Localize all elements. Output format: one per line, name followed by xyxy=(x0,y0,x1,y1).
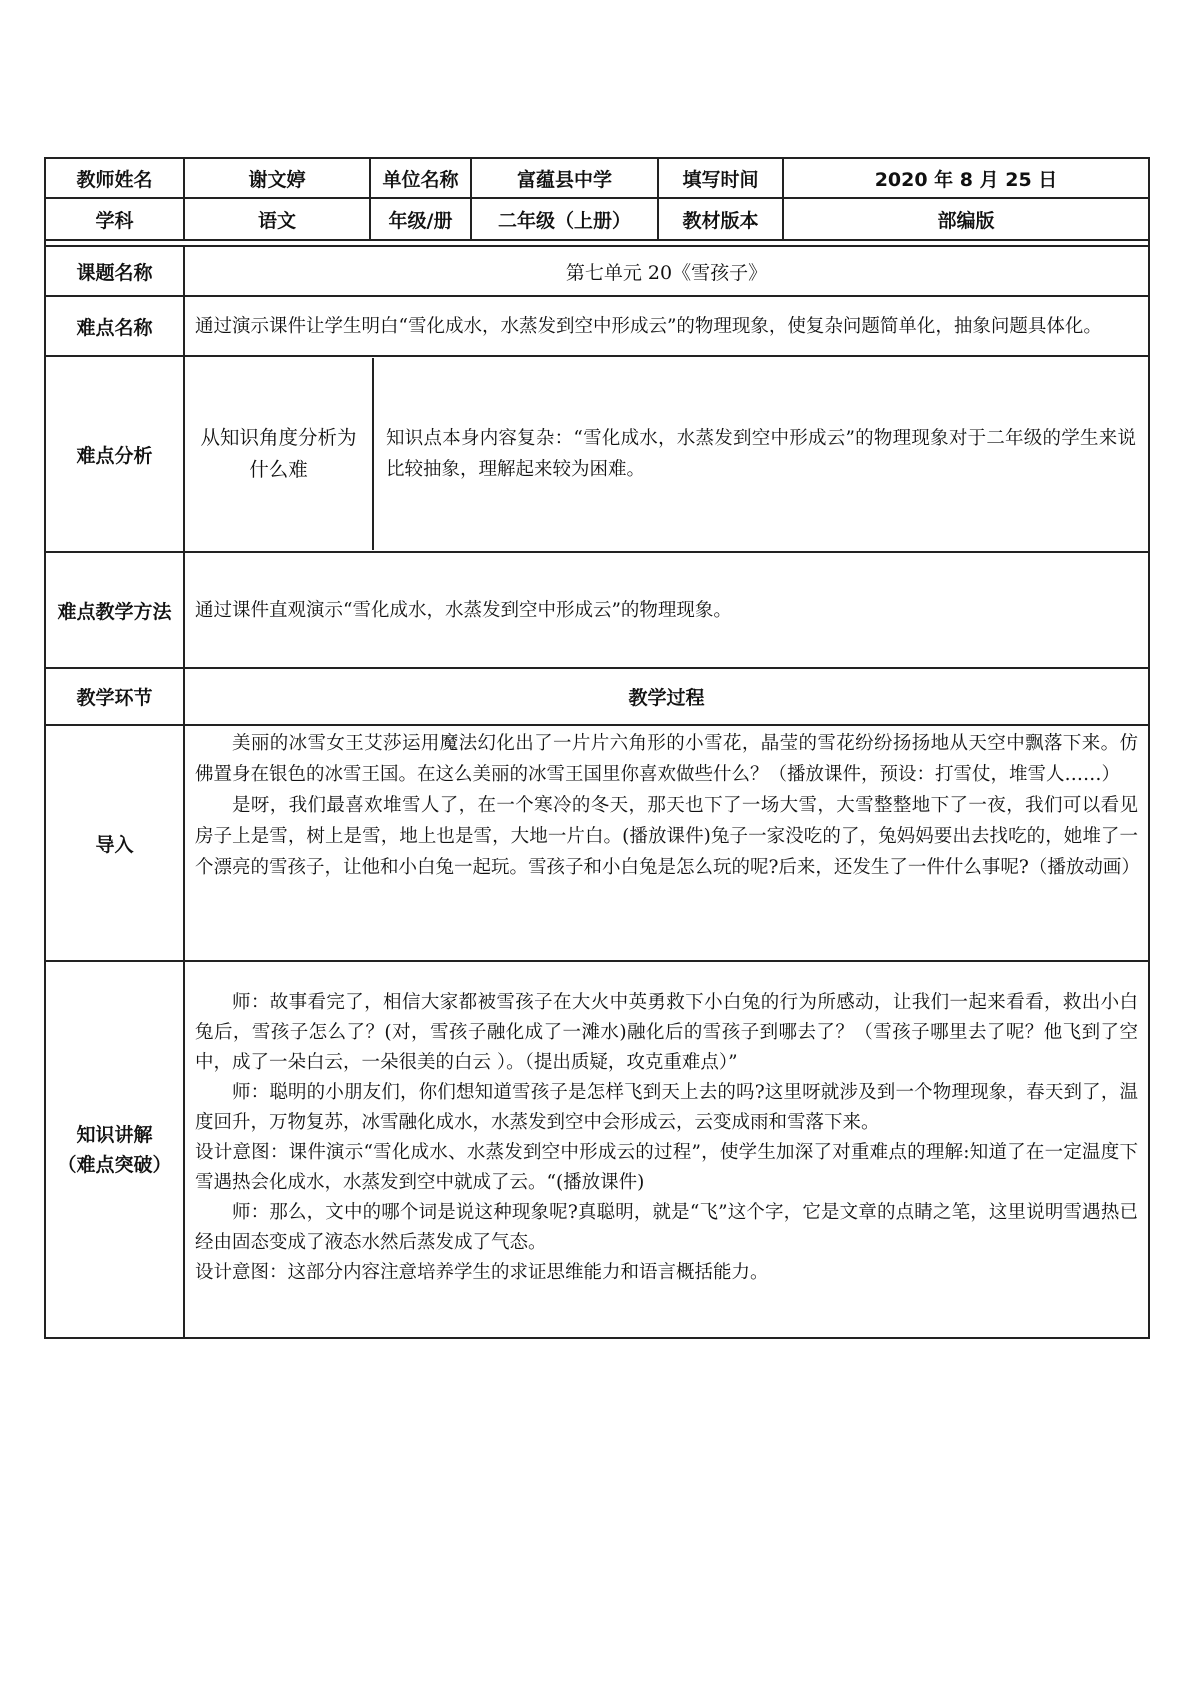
fill-date-value: 2020 年 8 月 25 日 xyxy=(783,158,1149,198)
knowledge-paragraph-2: 师：聪明的小朋友们，你们想知道雪孩子是怎样飞到天上去的吗?这里呀就涉及到一个物理现象，春天到了，温度回升，万物复苏，冰雪融化成水，水蒸发到空中会形成云，云变成雨和雪落下来。 xyxy=(195,1082,1138,1133)
knowledge-content xyxy=(184,961,1149,1338)
intro-content xyxy=(184,725,1149,961)
process-content-label: 教学过程 xyxy=(184,668,1149,725)
analysis-value: 知识点本身内容复杂：“雪化成水，水蒸发到空中形成云”的物理现象对于二年级的学生来说比较抽象，理解起来较为困难。 xyxy=(386,428,1136,480)
header-row-2 xyxy=(45,198,1149,240)
textbook-edition-value: 部编版 xyxy=(783,198,1149,240)
knowledge-design-intent-1: 设计意图：课件演示“雪化成水、水蒸发到空中形成云的过程”，使学生加深了对重难点的理解:知道了在一定温度下雪遇热会化成水，水蒸发到空中就成了云。“(播放课件) xyxy=(195,1142,1138,1193)
intro-paragraph-1: 美丽的冰雪女王艾莎运用魔法幻化出了一片片六角形的小雪花，晶莹的雪花纷纷扬扬地从天空中飘落下来。仿佛置身在银色的冰雪王国。在这么美丽的冰雪王国里你喜欢做些什么？（播放课件，预设：打雪仗，堆雪人……） xyxy=(195,733,1138,785)
topic-label: 课题名称 xyxy=(45,246,184,296)
intro-paragraph-2: 是呀，我们最喜欢堆雪人了，在一个寒冷的冬天，那天也下了一场大雪，大雪整整地下了一夜，我们可以看见房子上是雪，树上是雪，地上也是雪，大地一片白。(播放课件)兔子一家没吃的了，兔妈妈要出去找吃的，她堆了一个漂亮的雪孩子，让他和小白兔一起玩。雪孩子和小白兔是怎么玩的呢?后来，还发生了一件什么事呢?（播放动画） xyxy=(195,795,1140,878)
grade-label: 年级/册 xyxy=(370,198,471,240)
topic-row xyxy=(45,246,1149,296)
knowledge-paragraph-4: 师：那么，文中的哪个词是说这种现象呢?真聪明，就是“飞”这个字，它是文章的点睛之笔，这里说明雪遇热已经由固态变成了液态水然后蒸发成了气态。 xyxy=(195,1202,1138,1253)
unit-name-value: 富蕴县中学 xyxy=(471,158,658,198)
method-label: 难点教学方法 xyxy=(45,552,184,668)
subject-value: 语文 xyxy=(184,198,370,240)
knowledge-label-line2: （难点突破） xyxy=(57,1153,172,1176)
topic-value: 第七单元 20《雪孩子》 xyxy=(184,246,1149,296)
analysis-sub-label: 从知识角度分析为什么难 xyxy=(185,358,373,550)
process-stage-label: 教学环节 xyxy=(45,668,184,725)
textbook-edition-label: 教材版本 xyxy=(658,198,783,240)
difficulty-row xyxy=(45,296,1149,356)
analysis-inner-table xyxy=(185,358,1148,550)
teacher-name-label: 教师姓名 xyxy=(45,158,184,198)
analysis-label: 难点分析 xyxy=(45,356,184,552)
method-row xyxy=(45,552,1149,668)
unit-name-label: 单位名称 xyxy=(370,158,471,198)
knowledge-row xyxy=(45,961,1149,1338)
difficulty-label: 难点名称 xyxy=(45,296,184,356)
grade-value: 二年级（上册） xyxy=(471,198,658,240)
subject-label: 学科 xyxy=(45,198,184,240)
teacher-name-value: 谢文婷 xyxy=(184,158,370,198)
process-header-row xyxy=(45,668,1149,725)
lesson-plan-table xyxy=(44,157,1148,1339)
knowledge-paragraph-1: 师：故事看完了，相信大家都被雪孩子在大火中英勇救下小白兔的行为所感动，让我们一起来看看，救出小白兔后，雪孩子怎么了？(对，雪孩子融化成了一滩水)融化后的雪孩子到哪去了？（雪孩子哪里去了呢？他飞到了空中，成了一朵白云，一朵很美的白云 ）。（提出质疑，攻克重难点）” xyxy=(195,992,1138,1073)
method-value: 通过课件直观演示“雪化成水，水蒸发到空中形成云”的物理现象。 xyxy=(184,552,1149,668)
intro-row xyxy=(45,725,1149,961)
knowledge-label-line1: 知识讲解 xyxy=(76,1123,153,1146)
fill-date-label: 填写时间 xyxy=(658,158,783,198)
header-row-1 xyxy=(45,158,1149,198)
difficulty-value: 通过演示课件让学生明白“雪化成水，水蒸发到空中形成云”的物理现象，使复杂问题简单化，抽象问题具体化。 xyxy=(184,296,1149,356)
knowledge-design-intent-2: 设计意图：这部分内容注意培养学生的求证思维能力和语言概括能力。 xyxy=(195,1262,769,1283)
intro-label: 导入 xyxy=(45,725,184,961)
analysis-row xyxy=(45,356,1149,552)
knowledge-label xyxy=(45,961,184,1338)
